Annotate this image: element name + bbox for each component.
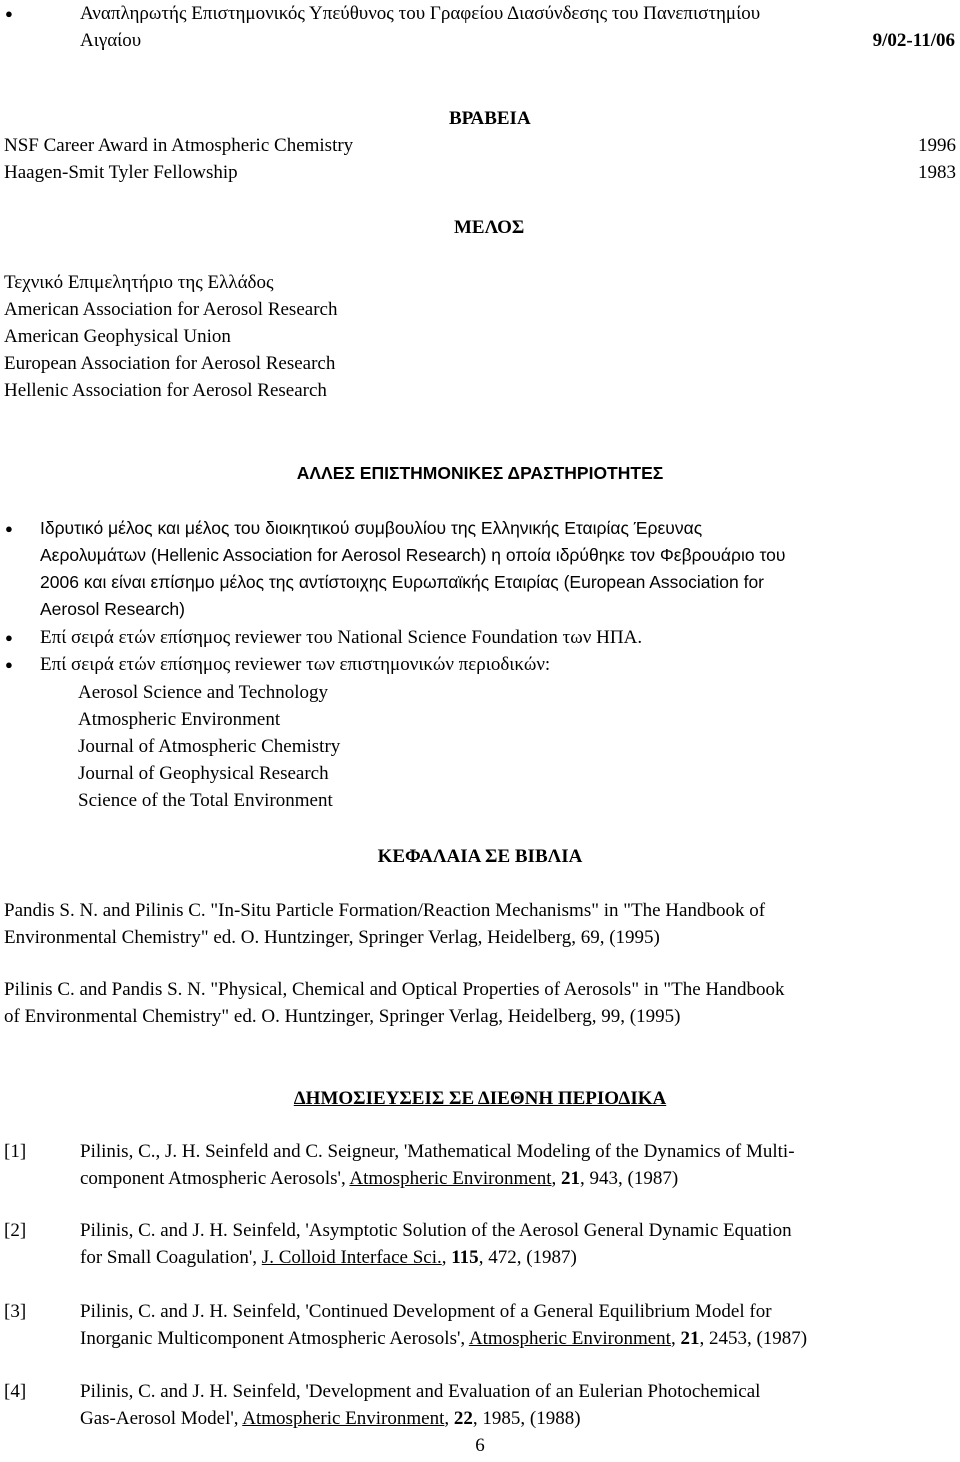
ref-volume: 21 [561,1168,581,1189]
top-item-dates: 9/02-11/06 [872,30,955,51]
ref-volume: 115 [451,1247,479,1268]
journal-item: Journal of Atmospheric Chemistry [78,736,341,757]
member-item: Τεχνικό Επιμελητήριο της Ελλάδος [4,272,274,293]
ref-line1: Pilinis, C., J. H. Seinfeld and C. Seigneur, 'Mathematical Modeling of the Dynamics of Multi- [80,1141,795,1162]
page-number: 6 [475,1435,485,1456]
bullet-icon: ● [5,657,13,672]
chapters-heading: ΚΕΦΑΛΑΙΑ ΣΕ ΒΙΒΛΙΑ [377,846,583,867]
chapter1-line1: Pandis S. N. and Pilinis C. "In-Situ Particle Formation/Reaction Mechanisms" in "The Handbook of [4,900,766,921]
ref-volume: 21 [680,1328,700,1349]
ref-journal: Atmospheric Environment [468,1328,671,1349]
ref-number: [1] [4,1141,27,1162]
ref-line2: component Atmospheric Aerosols', Atmospheric Environment, 21, 943, (1987) [80,1168,679,1189]
ref-volume: 22 [453,1408,473,1429]
other-bullet1-line4: Aerosol Research) [40,599,185,619]
other-heading: ΑΛΛΕΣ ΕΠΙΣΤΗΜΟΝΙΚΕΣ ΔΡΑΣΤΗΡΙΟΤΗΤΕΣ [296,463,664,483]
journal-item: Atmospheric Environment [78,709,281,730]
ref-journal: Atmospheric Environment [349,1168,552,1189]
publications-heading: ΔΗΜΟΣΙΕΥΣΕΙΣ ΣΕ ΔΙΕΘΝΗ ΠΕΡΙΟΔΙΚΑ [293,1088,667,1109]
top-item-line2: Αιγαίου [80,30,142,51]
award-name: NSF Career Award in Atmospheric Chemistry [4,135,354,156]
ref-line1: Pilinis, C. and J. H. Seinfeld, 'Continued Development of a General Equilibrium Model for [80,1301,772,1322]
journal-item: Science of the Total Environment [78,790,333,811]
other-bullet1-line1: Ιδρυτικό μέλος και μέλος του διοικητικού συμβουλίου της Ελληνικής Εταιρίας Έρευνας [40,518,703,538]
award-row [4,132,956,159]
award-row [4,159,956,186]
member-item: Hellenic Association for Aerosol Research [4,380,327,401]
other-bullet1-line2: Αερολυμάτων (Hellenic Association for Aerosol Research) η οποία ιδρύθηκε τον Φεβρουάριο του [40,545,786,565]
award-year: 1983 [918,162,956,183]
journal-item: Aerosol Science and Technology [78,682,328,703]
journal-item: Journal of Geophysical Research [78,763,329,784]
other-bullet3: Επί σειρά ετών επίσημος reviewer των επιστημονικών περιοδικών: [40,654,551,675]
bullet-icon: ● [5,630,13,645]
ref-number: [3] [4,1301,27,1322]
member-item: American Association for Aerosol Research [4,299,338,320]
ref-journal: J. Colloid Interface Sci. [261,1247,442,1268]
other-bullet2: Επί σειρά ετών επίσημος reviewer του National Science Foundation των ΗΠΑ. [40,627,643,648]
chapter2-line1: Pilinis C. and Pandis S. N. "Physical, Chemical and Optical Properties of Aerosols" in "The Handbook [4,979,785,1000]
chapter2-line2: of Environmental Chemistry" ed. O. Huntzinger, Springer Verlag, Heidelberg, 99, (1995) [4,1006,681,1027]
ref-number: [4] [4,1381,27,1402]
ref-number: [2] [4,1220,27,1241]
award-name: Haagen-Smit Tyler Fellowship [4,162,238,183]
awards-heading: ΒΡΑΒΕΙΑ [449,108,531,129]
ref-line2: Gas-Aerosol Model', Atmospheric Environment, 22, 1985, (1988) [80,1408,581,1429]
top-item-line1: Αναπληρωτής Επιστημονικός Υπεύθυνος του Γραφείου Διασύνδεσης του Πανεπιστημίου [80,3,761,24]
member-heading: ΜΕΛΟΣ [454,217,525,238]
ref-line2: for Small Coagulation', J. Colloid Interface Sci., 115, 472, (1987) [80,1247,577,1268]
ref-line2: Inorganic Multicomponent Atmospheric Aerosols', Atmospheric Environment, 21, 2453, (1987) [80,1328,808,1349]
chapter1-line2: Environmental Chemistry" ed. O. Huntzinger, Springer Verlag, Heidelberg, 69, (1995) [4,927,660,948]
bullet-icon: ● [5,6,13,21]
member-item: European Association for Aerosol Research [4,353,336,374]
member-item: American Geophysical Union [4,326,231,347]
ref-line1: Pilinis, C. and J. H. Seinfeld, 'Asymptotic Solution of the Aerosol General Dynamic Equation [80,1220,792,1241]
ref-line1: Pilinis, C. and J. H. Seinfeld, 'Development and Evaluation of an Eulerian Photochemical [80,1381,761,1402]
bullet-icon: ● [5,521,13,536]
ref-journal: Atmospheric Environment [242,1408,445,1429]
award-year: 1996 [918,135,956,156]
other-bullet1-line3: 2006 και είναι επίσημο μέλος της αντίστοιχης Ευρωπαϊκής Εταιρίας (European Association for [40,572,765,592]
